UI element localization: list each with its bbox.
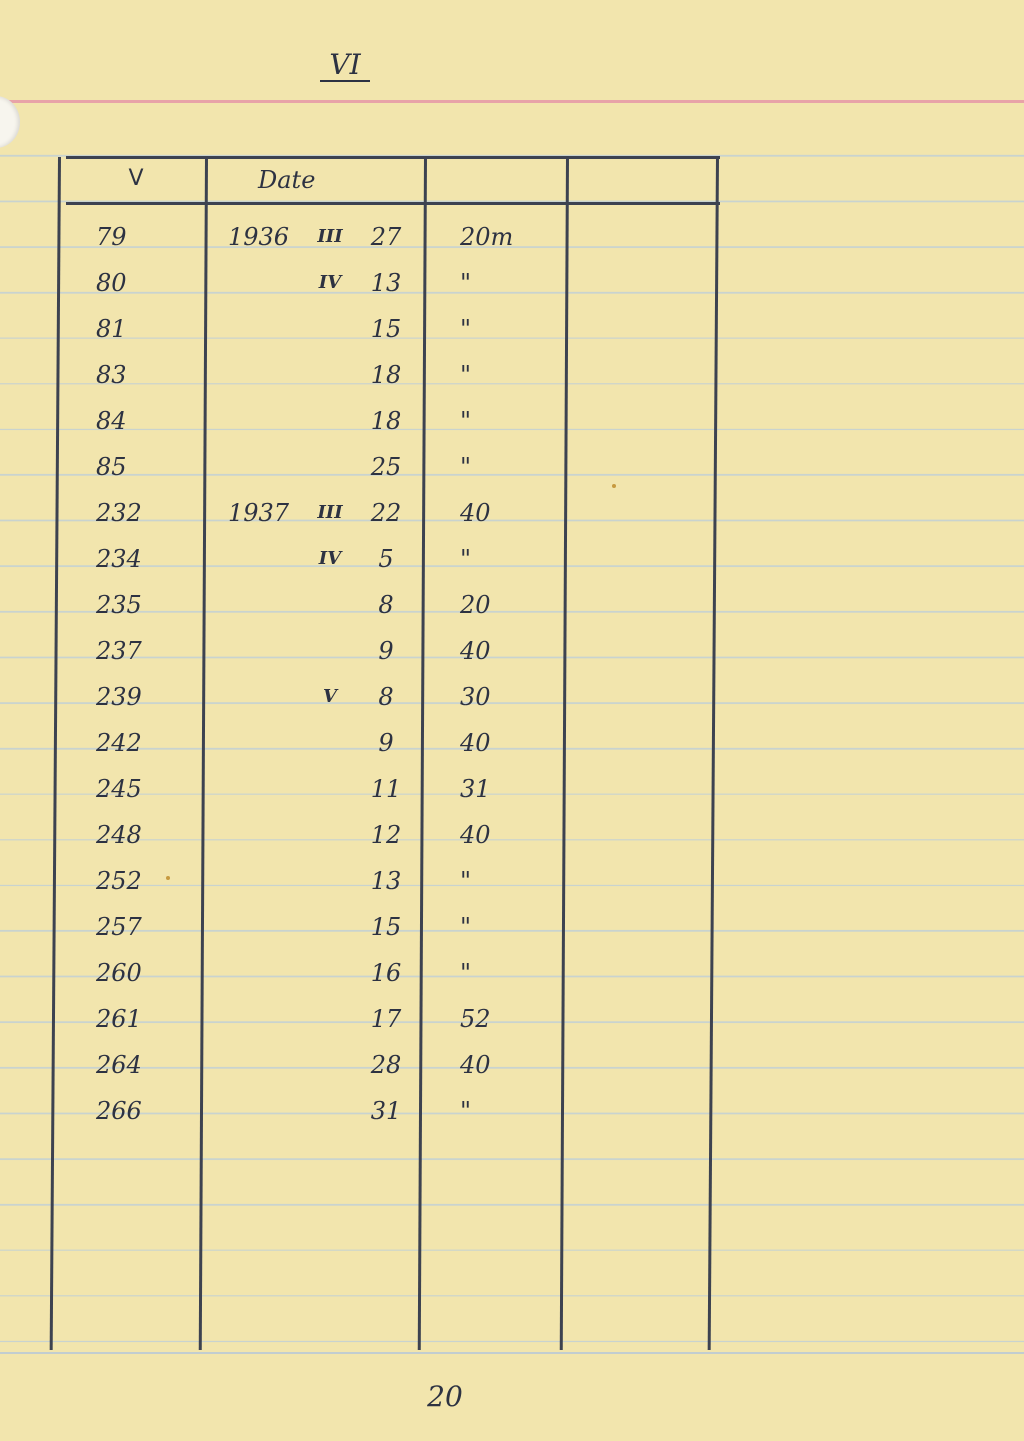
day-cell: 12 bbox=[370, 821, 402, 849]
month-cell: III bbox=[317, 226, 343, 247]
time-cell: " bbox=[460, 361, 472, 389]
day-cell: 22 bbox=[370, 499, 402, 527]
v-cell: 84 bbox=[96, 407, 127, 435]
day-cell: 17 bbox=[370, 1005, 402, 1033]
v-cell: 235 bbox=[96, 591, 142, 619]
time-cell: " bbox=[460, 1097, 472, 1125]
bottom-rule-line bbox=[0, 1352, 1024, 1354]
v-cell: 239 bbox=[96, 683, 142, 711]
page-top-margin bbox=[0, 0, 1024, 111]
time-cell: 20m bbox=[460, 223, 514, 251]
day-cell: 13 bbox=[370, 867, 402, 895]
header-date: Date bbox=[258, 166, 316, 194]
v-cell: 248 bbox=[96, 821, 142, 849]
time-cell: " bbox=[460, 407, 472, 435]
v-cell: 85 bbox=[96, 453, 127, 481]
v-cell: 245 bbox=[96, 775, 142, 803]
v-cell: 264 bbox=[96, 1051, 142, 1079]
day-cell: 11 bbox=[370, 775, 402, 803]
time-cell: " bbox=[460, 315, 472, 343]
time-cell: " bbox=[460, 545, 472, 573]
v-cell: 237 bbox=[96, 637, 142, 665]
v-cell: 80 bbox=[96, 269, 127, 297]
day-cell: 9 bbox=[378, 729, 394, 757]
day-cell: 18 bbox=[370, 407, 402, 435]
table-right-border bbox=[708, 157, 719, 1350]
day-cell: 18 bbox=[370, 361, 402, 389]
time-cell: 40 bbox=[460, 729, 491, 757]
table-header-divider bbox=[66, 202, 720, 205]
time-cell: 30 bbox=[460, 683, 491, 711]
time-cell: " bbox=[460, 453, 472, 481]
day-cell: 27 bbox=[370, 223, 402, 251]
time-cell: 52 bbox=[460, 1005, 491, 1033]
year-cell: 1937 bbox=[228, 499, 290, 527]
day-cell: 8 bbox=[378, 591, 394, 619]
table-top-border bbox=[66, 156, 720, 159]
month-cell: V bbox=[323, 686, 337, 707]
v-cell: 83 bbox=[96, 361, 127, 389]
v-cell: 242 bbox=[96, 729, 142, 757]
day-cell: 13 bbox=[370, 269, 402, 297]
day-cell: 5 bbox=[378, 545, 394, 573]
month-cell: III bbox=[317, 502, 343, 523]
time-cell: 40 bbox=[460, 821, 491, 849]
table-column-divider-3 bbox=[560, 157, 569, 1350]
v-cell: 81 bbox=[96, 315, 127, 343]
v-cell: 234 bbox=[96, 545, 142, 573]
time-cell: " bbox=[460, 269, 472, 297]
table-left-border bbox=[50, 157, 61, 1350]
v-cell: 232 bbox=[96, 499, 142, 527]
page-number: 20 bbox=[427, 1380, 463, 1413]
red-margin-line bbox=[0, 100, 1024, 103]
v-cell: 261 bbox=[96, 1005, 142, 1033]
ink-speck bbox=[612, 484, 616, 488]
table-column-divider-2 bbox=[418, 157, 427, 1350]
v-cell: 79 bbox=[96, 223, 127, 251]
time-cell: 40 bbox=[460, 1051, 491, 1079]
time-cell: " bbox=[460, 913, 472, 941]
month-cell: IV bbox=[318, 548, 342, 569]
ink-speck bbox=[166, 876, 170, 880]
day-cell: 15 bbox=[370, 315, 402, 343]
time-cell: " bbox=[460, 959, 472, 987]
day-cell: 28 bbox=[370, 1051, 402, 1079]
time-cell: 20 bbox=[460, 591, 491, 619]
v-cell: 252 bbox=[96, 867, 142, 895]
header-v: V bbox=[128, 166, 144, 191]
time-cell: 40 bbox=[460, 499, 491, 527]
month-cell: IV bbox=[318, 272, 342, 293]
v-cell: 257 bbox=[96, 913, 142, 941]
table-column-divider-1 bbox=[199, 157, 208, 1350]
day-cell: 8 bbox=[378, 683, 394, 711]
day-cell: 25 bbox=[370, 453, 402, 481]
page-roman-numeral: VI bbox=[320, 50, 370, 82]
time-cell: " bbox=[460, 867, 472, 895]
time-cell: 40 bbox=[460, 637, 491, 665]
day-cell: 15 bbox=[370, 913, 402, 941]
day-cell: 16 bbox=[370, 959, 402, 987]
year-cell: 1936 bbox=[228, 223, 290, 251]
day-cell: 9 bbox=[378, 637, 394, 665]
v-cell: 260 bbox=[96, 959, 142, 987]
time-cell: 31 bbox=[460, 775, 491, 803]
page-bottom-margin bbox=[0, 1356, 1024, 1441]
day-cell: 31 bbox=[370, 1097, 402, 1125]
v-cell: 266 bbox=[96, 1097, 142, 1125]
